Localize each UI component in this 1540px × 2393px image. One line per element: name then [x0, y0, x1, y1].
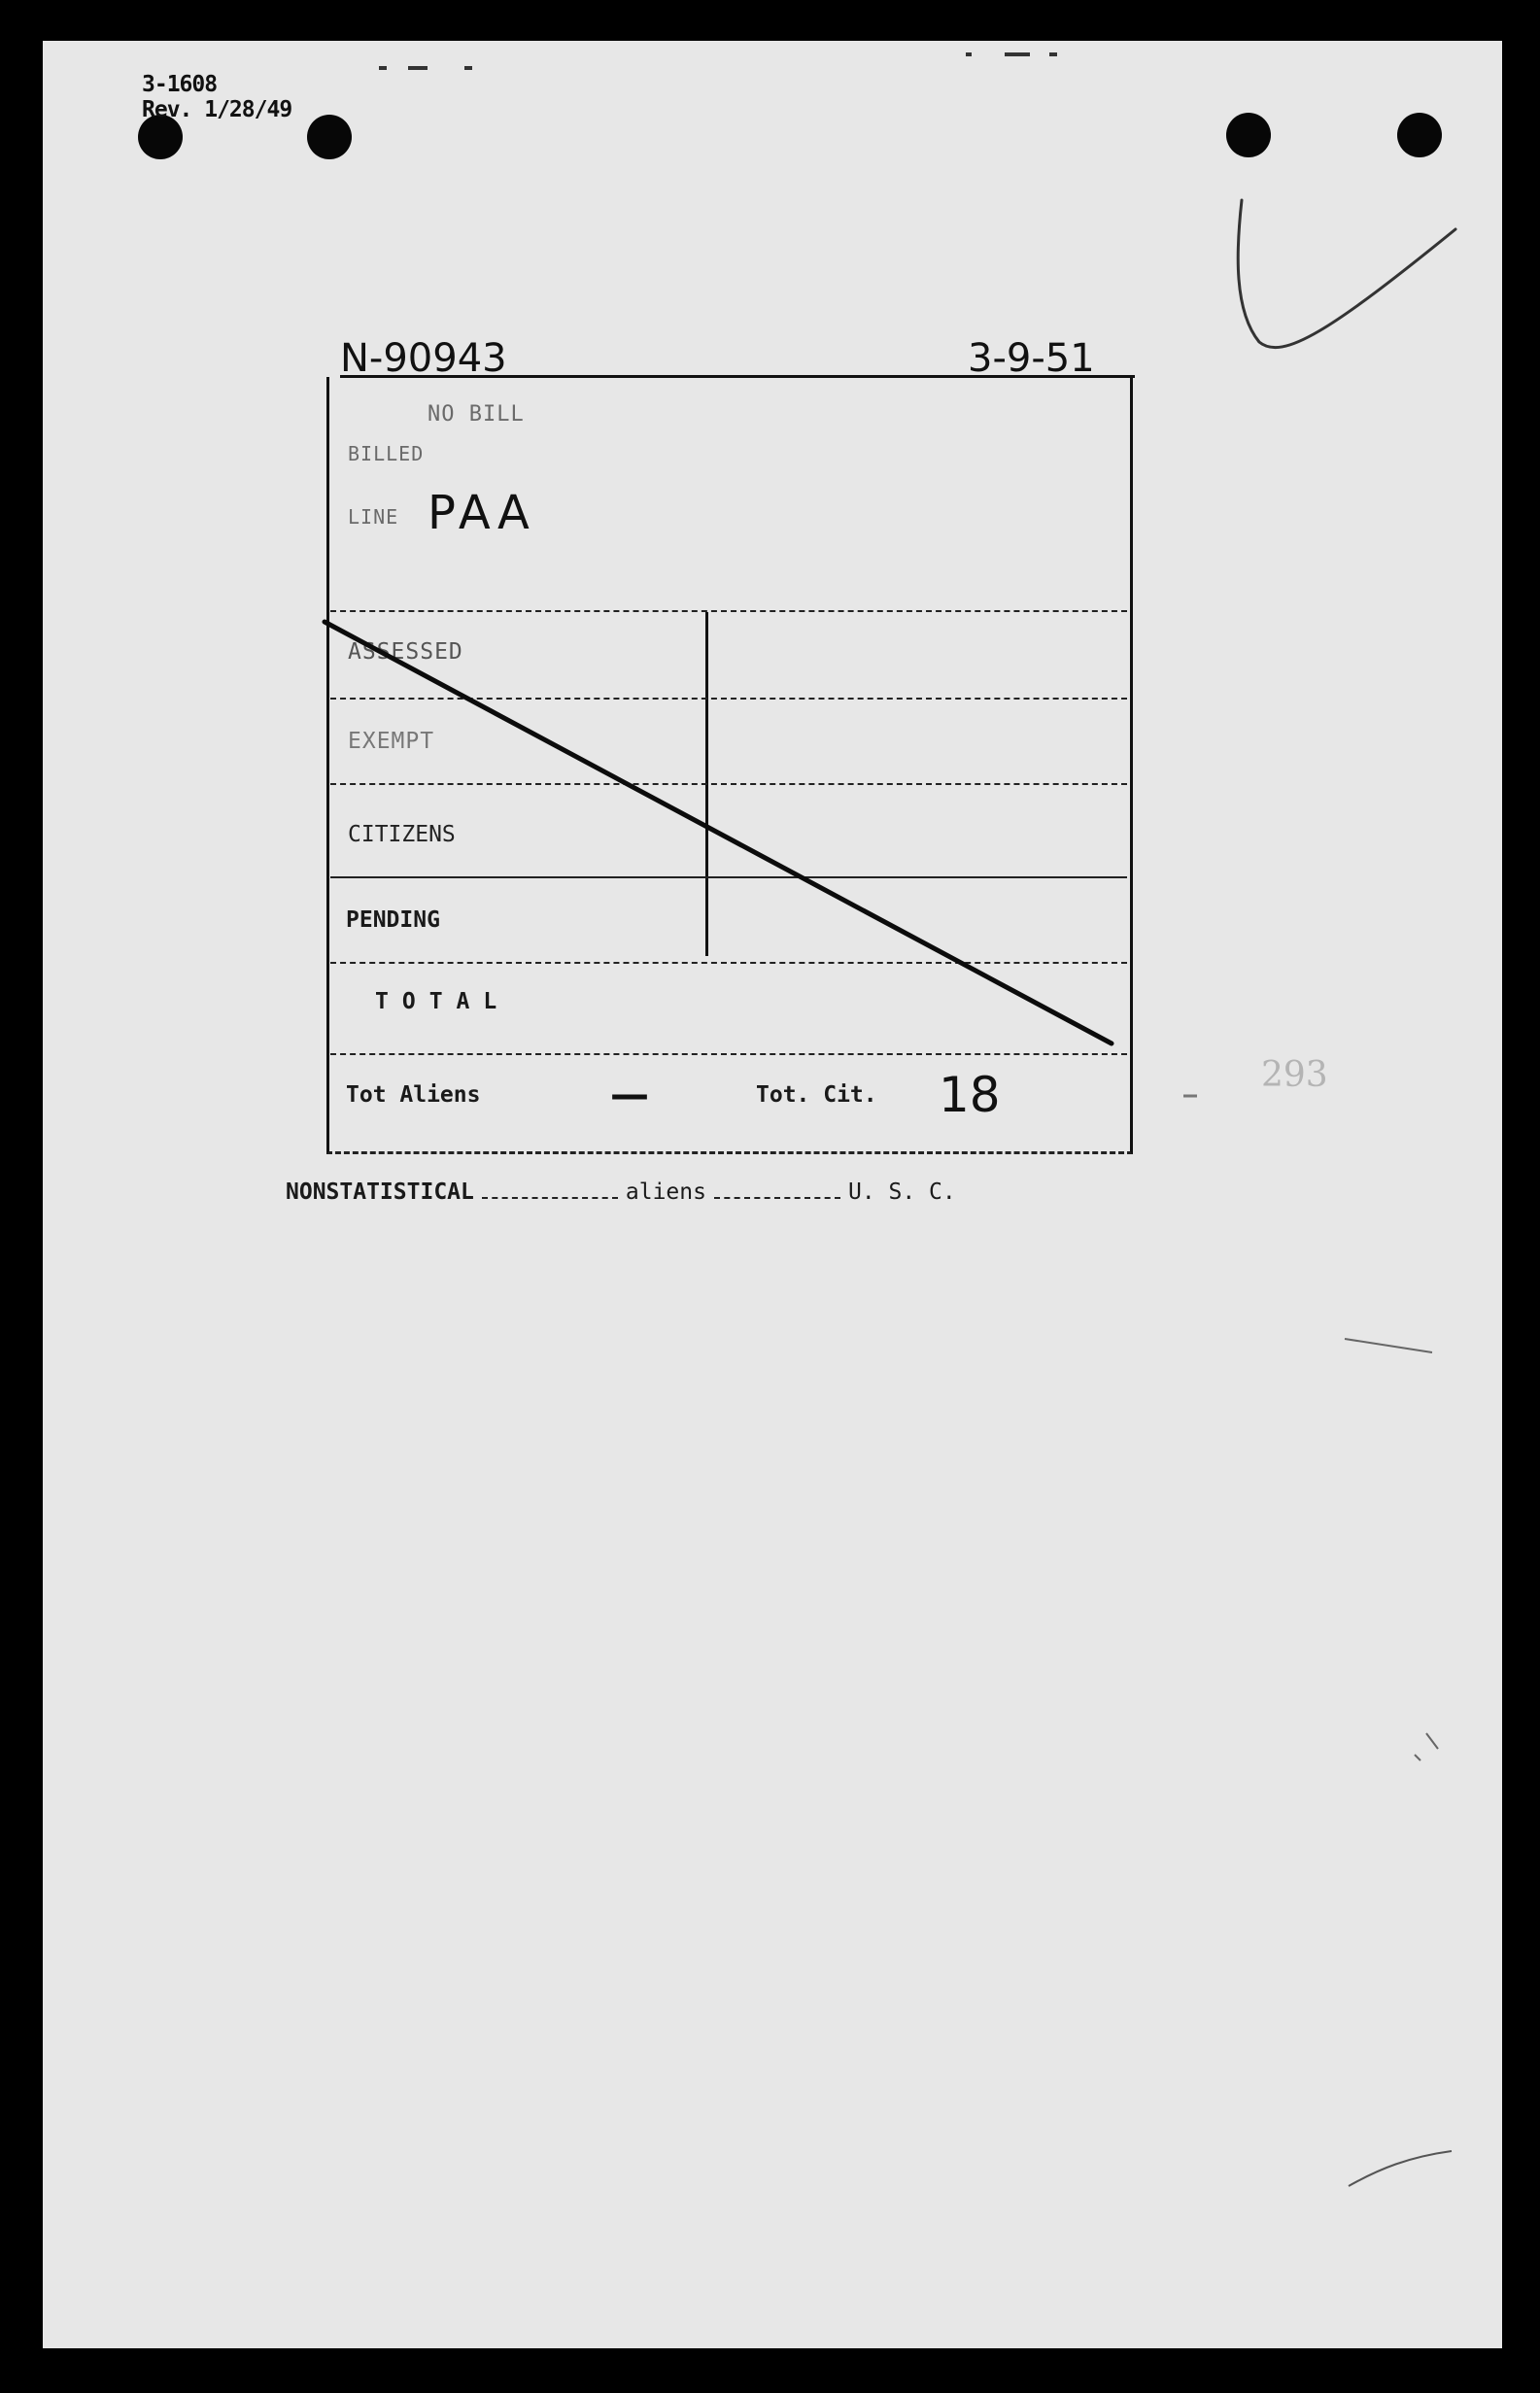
- stamp-no-bill: NO BILL: [428, 402, 525, 427]
- usc-label: U. S. C.: [847, 1179, 956, 1205]
- total-aliens-label: Tot Aliens: [346, 1082, 481, 1108]
- page-number: 293: [1261, 1055, 1328, 1095]
- nonstatistical-label: NONSTATISTICAL: [286, 1179, 474, 1205]
- stray-mark-3: [1349, 2151, 1452, 2186]
- row-label-citizens: CITIZENS: [348, 822, 456, 847]
- line-label: LINE: [348, 505, 399, 529]
- cancel-strike-line: [325, 622, 1112, 1043]
- document-date: 3-9-51: [968, 336, 1095, 381]
- footer-aliens-label: aliens: [625, 1179, 706, 1205]
- total-citizens-value: 18: [939, 1067, 1001, 1123]
- stray-mark-2: [1415, 1733, 1438, 1761]
- line-value: PAA: [428, 486, 535, 540]
- row-label-exempt: EXEMPT: [348, 729, 435, 754]
- row-label-pending: PENDING: [346, 907, 440, 933]
- check-mark-scribble: [1238, 200, 1455, 348]
- total-citizens-label: Tot. Cit.: [756, 1082, 877, 1108]
- billed-label: BILLED: [348, 442, 425, 465]
- form-revision: Rev. 1/28/49: [142, 97, 292, 122]
- stray-mark-1: [1345, 1339, 1432, 1352]
- row-label-assessed: ASSESSED: [348, 639, 463, 665]
- speck-marks: [379, 54, 1057, 68]
- form-code-number: 3-1608: [142, 72, 218, 97]
- file-number: N-90943: [340, 336, 507, 381]
- total-aliens-value: —: [610, 1073, 649, 1117]
- total-label: TOTAL: [375, 989, 511, 1014]
